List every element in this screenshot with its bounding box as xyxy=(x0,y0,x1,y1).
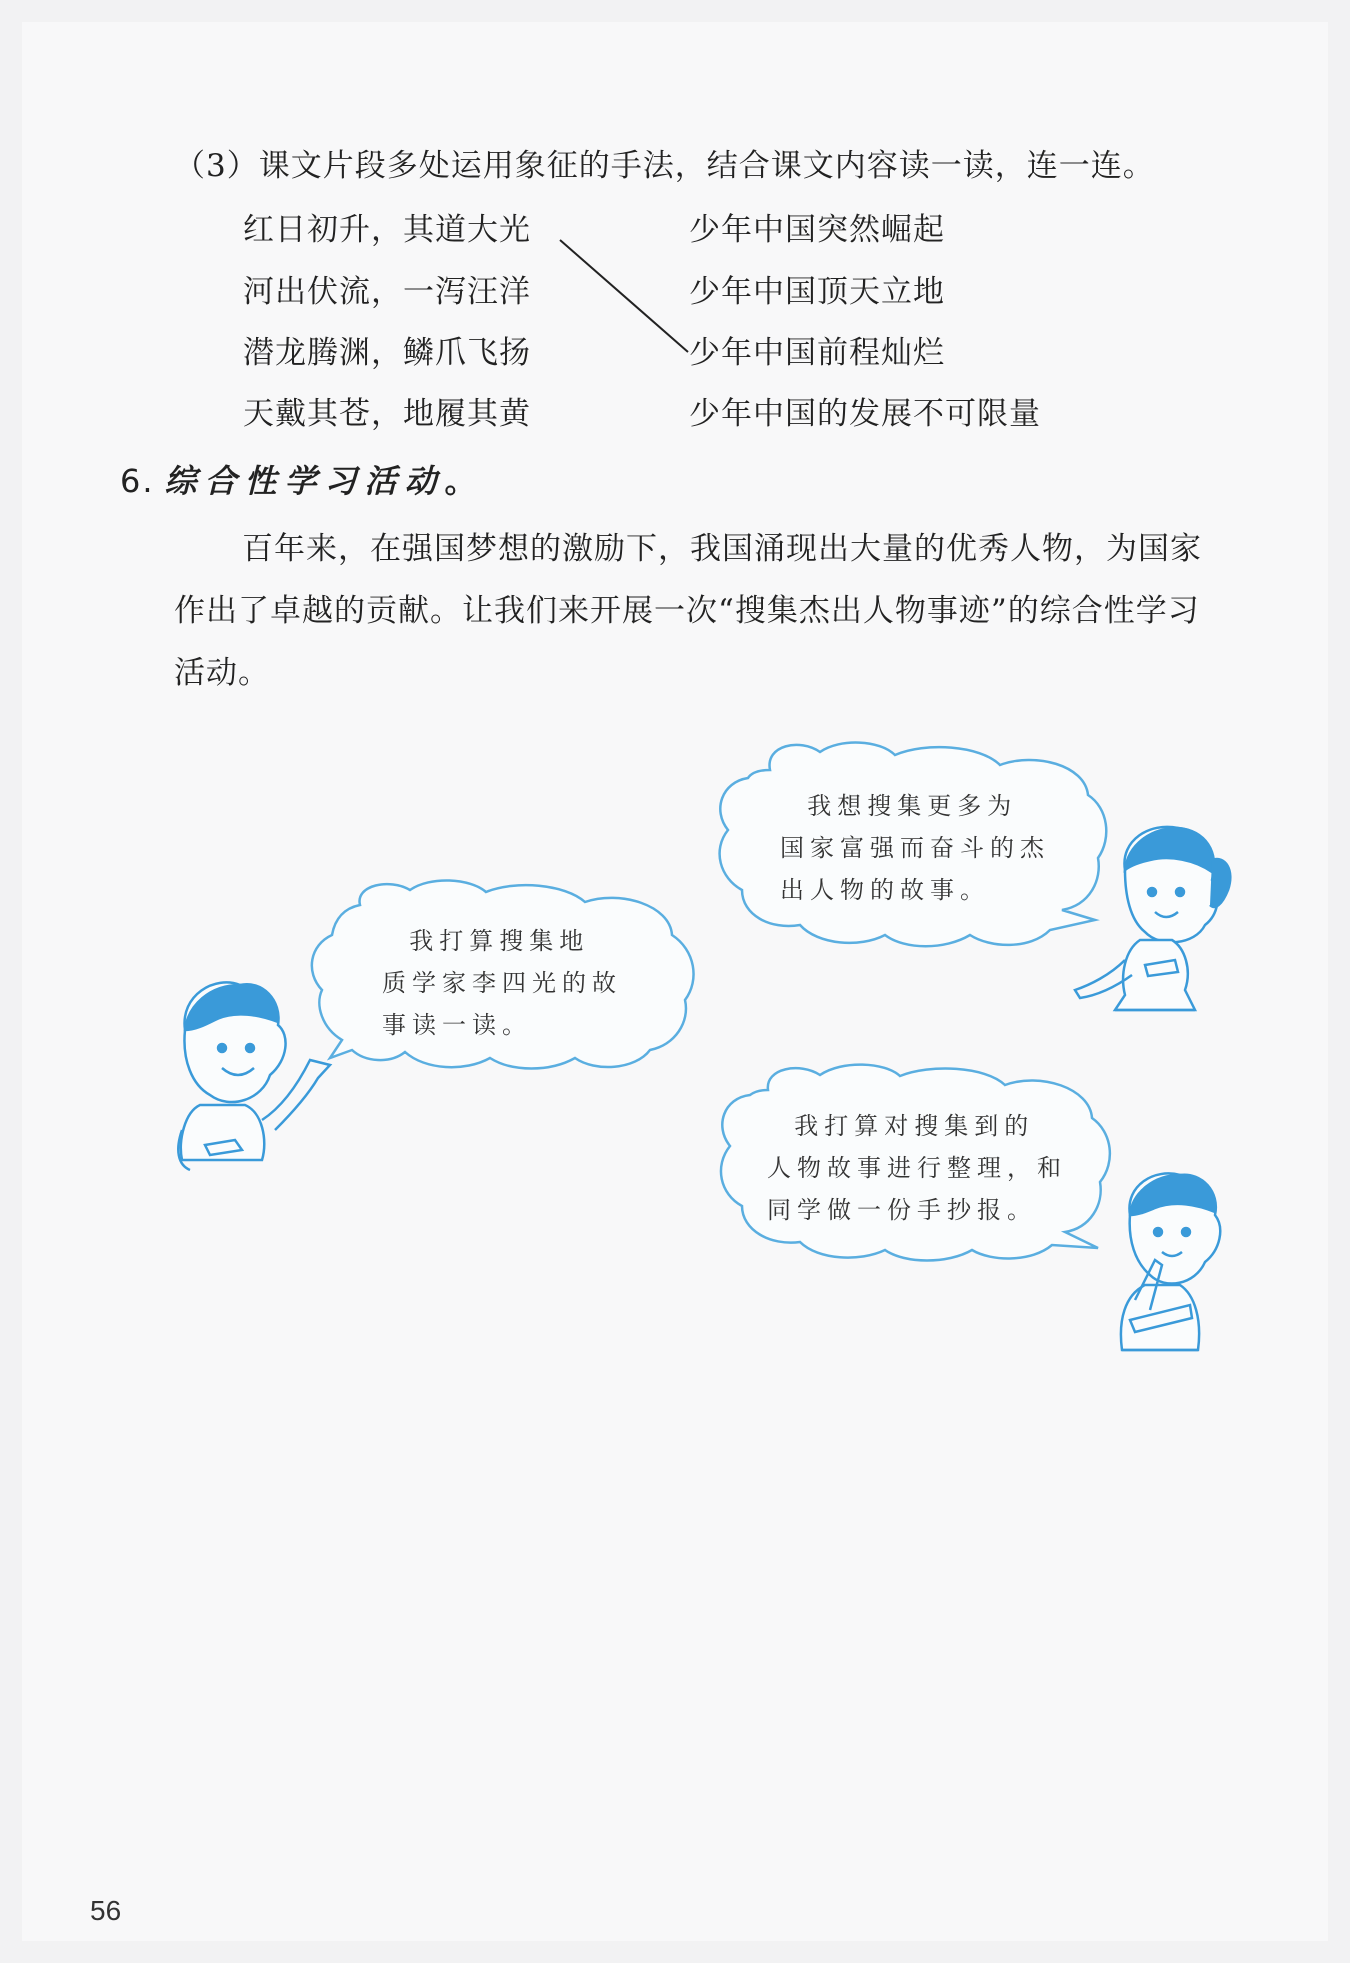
page-number: 56 xyxy=(90,1895,122,1926)
activity-title-suffix: 。 xyxy=(444,462,479,500)
bubble-text-girl: 我想搜集更多为 国家富强而奋斗的杰 出人物的故事。 xyxy=(780,792,1050,904)
left-item-1: 红日初升，其道大光 xyxy=(243,212,531,248)
right-item-2: 少年中国顶天立地 xyxy=(689,274,945,310)
boy-character-bottom xyxy=(1121,1173,1220,1350)
right-item-3: 少年中国前程灿烂 xyxy=(689,335,945,371)
activity-paragraph: 百年来，在强国梦想的激励下，我国涌现出大量的优秀人物，为国家作出了卓越的贡献。让我们来开展一次“搜集杰出人物事迹”的综合性学习活动。 xyxy=(174,531,1202,691)
activity-title: 综合性学习活动 xyxy=(164,462,445,500)
left-item-4: 天戴其苍，地履其黄 xyxy=(243,396,531,432)
matching-line xyxy=(560,240,688,352)
bubble-text-boy-left: 我打算搜集地 质学家李四光的故 事读一读。 xyxy=(382,927,622,1039)
right-item-4: 少年中国的发展不可限量 xyxy=(689,396,1041,432)
exercise-3-prompt: （3）课文片段多处运用象征的手法，结合课文内容读一读，连一连。 xyxy=(174,148,1155,184)
left-item-3: 潜龙腾渊，鳞爪飞扬 xyxy=(243,335,531,371)
left-item-2: 河出伏流，一泻汪洋 xyxy=(243,274,531,310)
activity-number: 6. xyxy=(120,462,155,500)
right-item-1: 少年中国突然崛起 xyxy=(689,212,945,248)
bubble-text-boy-bottom: 我打算对搜集到的 人物故事进行整理，和 同学做一份手抄报。 xyxy=(767,1112,1067,1224)
boy-character-left xyxy=(178,982,330,1170)
